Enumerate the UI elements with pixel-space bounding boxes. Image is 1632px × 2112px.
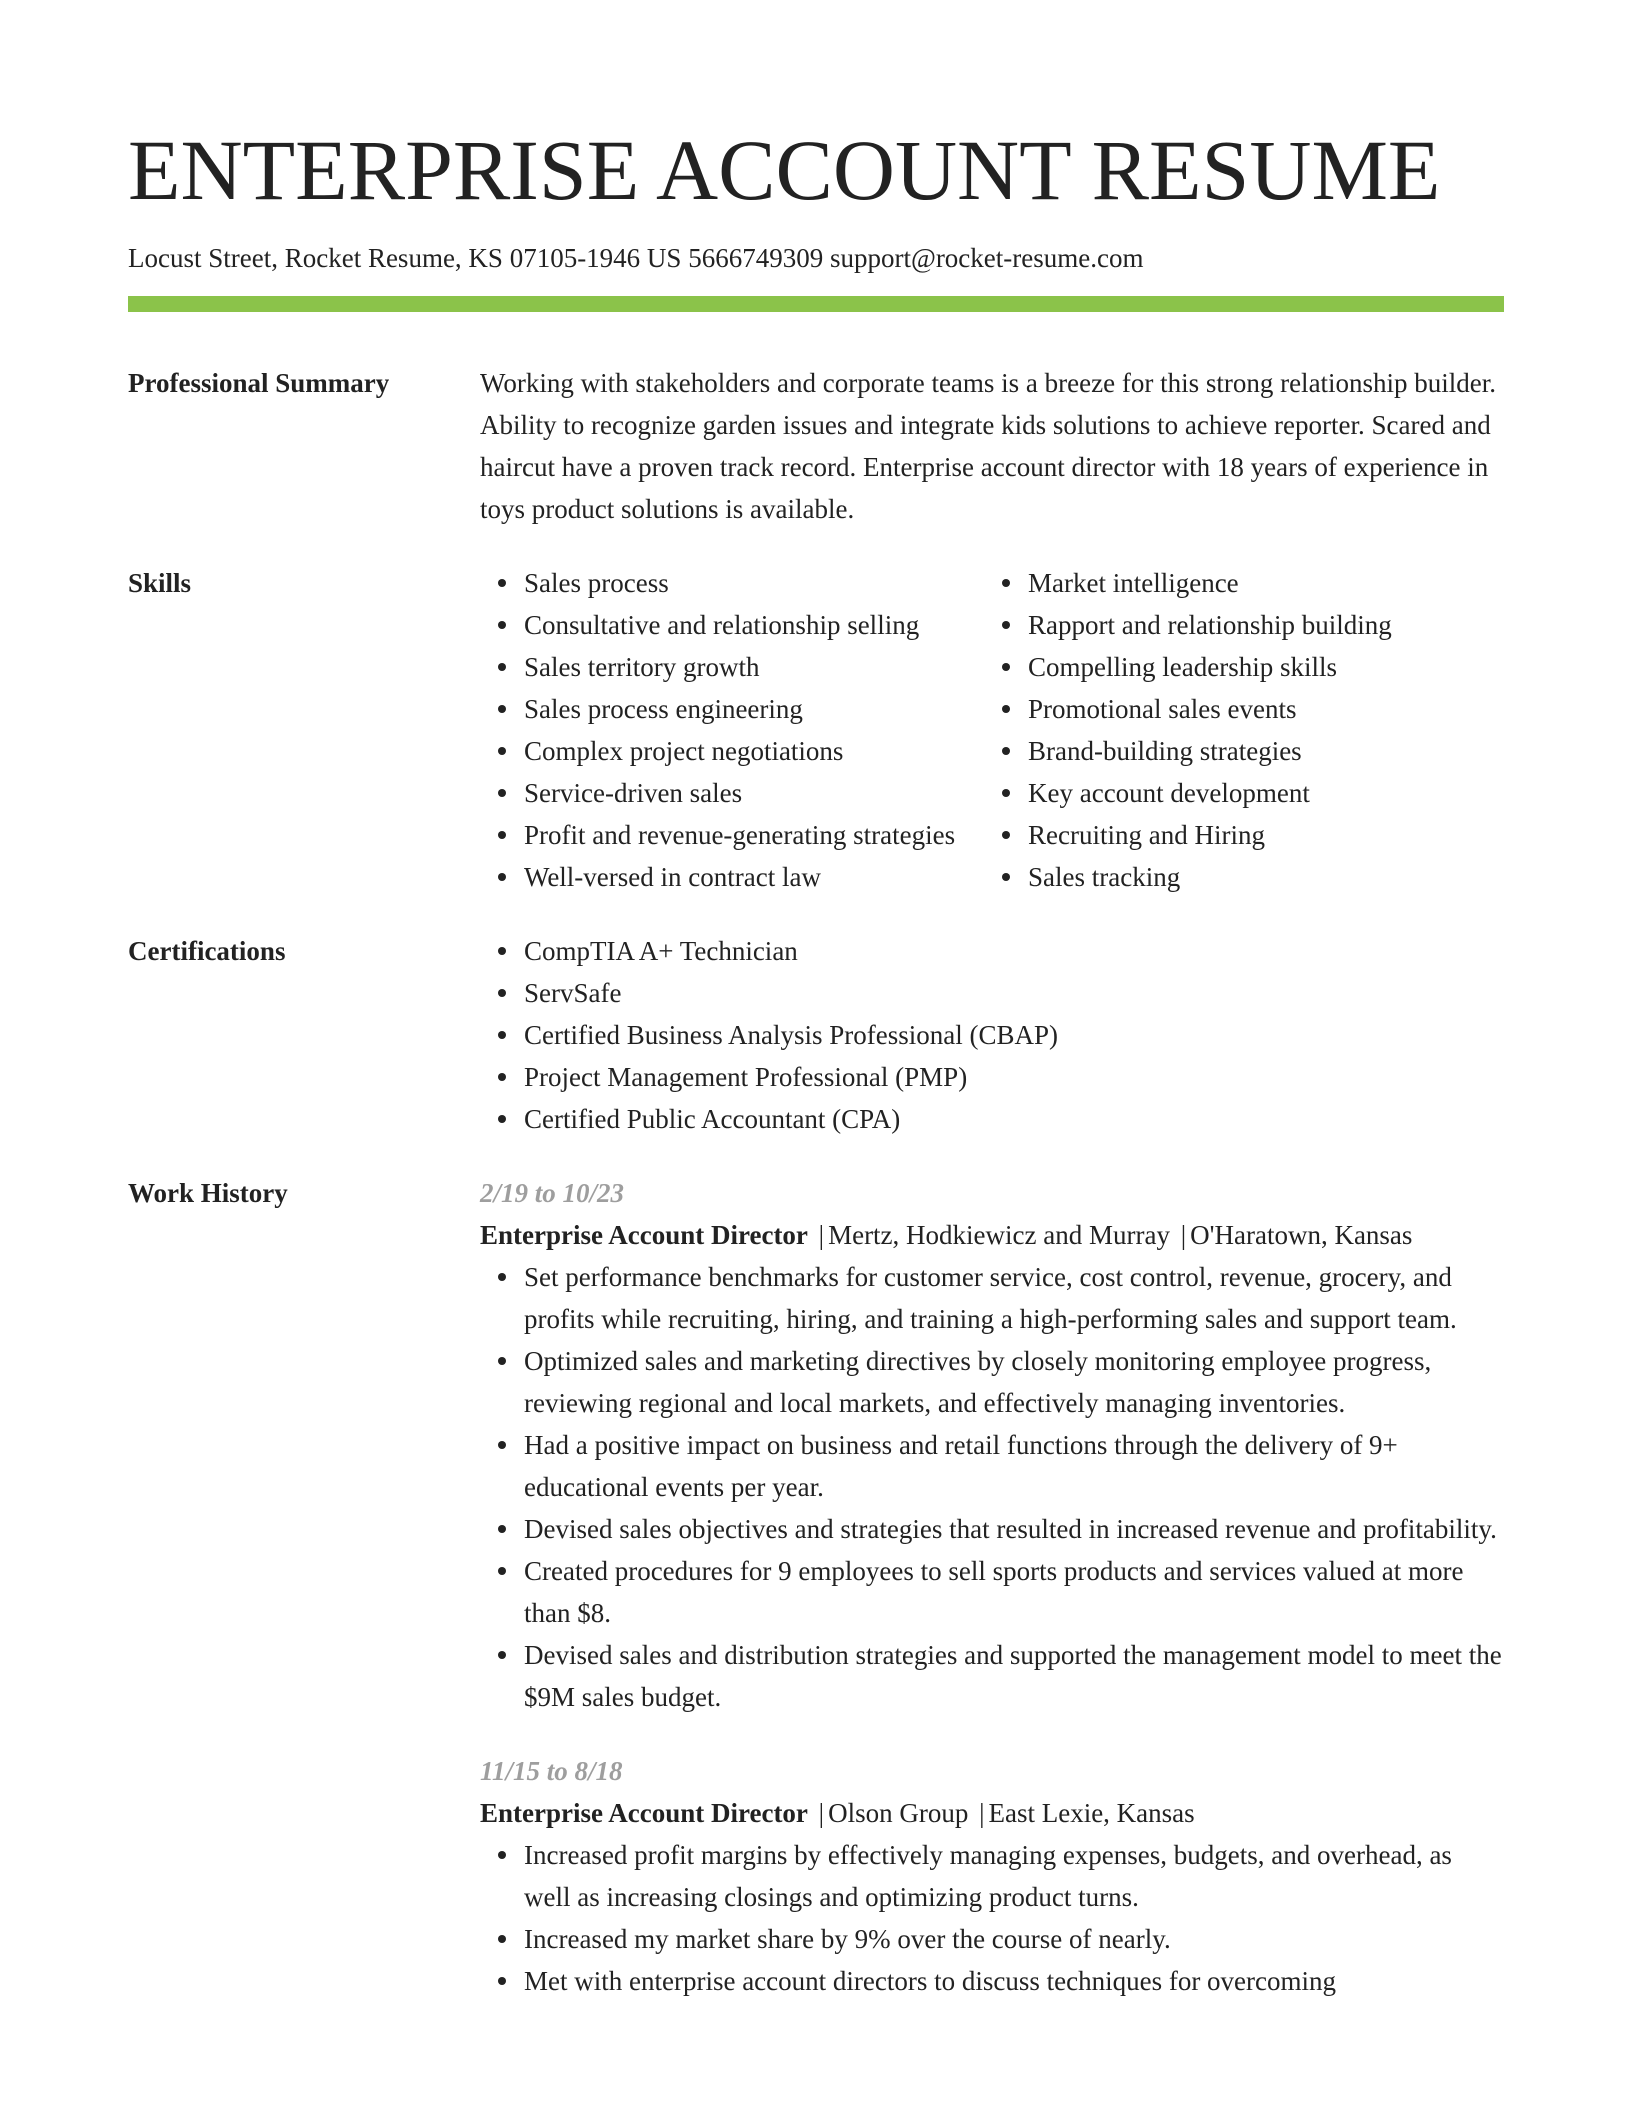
skill-item: Service-driven sales [524,772,984,814]
skill-item: Brand-building strategies [1028,730,1504,772]
job-bullet: Optimized sales and marketing directives by closely monitoring employee progress, reviewing regional and local markets, and effectively managing inventories. [524,1340,1504,1424]
job-heading [480,1214,1504,1256]
job-separator: | [979,1798,985,1828]
section-body [480,1172,1504,2002]
job-bullet: Set performance benchmarks for customer service, cost control, revenue, grocery, and profits while recruiting, hiring, and training a high-performing sales and support team. [524,1256,1504,1340]
section-heading: Work History [128,1178,288,1208]
section-heading: Skills [128,568,192,598]
job-bullets [480,1256,1504,1718]
job-company: Mertz, Hodkiewicz and Murray [828,1220,1170,1250]
skills-list [984,562,1504,898]
skill-item: Sales tracking [1028,856,1504,898]
job-separator: | [818,1220,825,1250]
job-bullet: Increased my market share by 9% over the course of nearly. [524,1918,1504,1960]
section-heading: Certifications [128,936,286,966]
section-body [480,362,1504,530]
contact-line [128,240,1504,276]
work-history-section [128,1172,1504,2002]
skill-item: Consultative and relationship selling [524,604,984,646]
job-bullets [480,1834,1504,2002]
job-title: Enterprise Account Director [480,1798,808,1828]
professional-summary-section [128,362,1504,530]
skill-item: Sales territory growth [524,646,984,688]
job-bullet: Devised sales objectives and strategies that resulted in increased revenue and profitability. [524,1508,1504,1550]
certification-item: Certified Business Analysis Professional (CBAP) [524,1014,1504,1056]
skill-item: Promotional sales events [1028,688,1504,730]
job-dates: 11/15 to 8/18 [480,1756,623,1786]
skill-item: Recruiting and Hiring [1028,814,1504,856]
job-separator: | [818,1798,825,1828]
skill-item: Sales process engineering [524,688,984,730]
job-location: O'Haratown, Kansas [1190,1220,1413,1250]
skills-column-2 [984,562,1504,898]
certification-item: Project Management Professional (PMP) [524,1056,1504,1098]
skill-item: Sales process [524,562,984,604]
job-bullet: Met with enterprise account directors to discuss techniques for overcoming [524,1960,1504,2002]
skill-item: Profit and revenue-generating strategies [524,814,984,856]
job-bullet: Increased profit margins by effectively managing expenses, budgets, and overhead, as well as increasing closings and optimizing product turns. [524,1834,1504,1918]
skill-item: Key account development [1028,772,1504,814]
job-bullet: Had a positive impact on business and retail functions through the delivery of 9+ educational events per year. [524,1424,1504,1508]
contact-address: Locust Street, Rocket Resume, KS 07105-1946 US [128,243,682,273]
section-heading: Professional Summary [128,368,390,398]
job-location: East Lexie, Kansas [988,1798,1195,1828]
resume-title: ENTERPRISE ACCOUNT RESUME [128,122,1441,218]
certifications-list [480,930,1504,1140]
job-bullet: Devised sales and distribution strategies and supported the management model to meet the $9M sales budget. [524,1634,1504,1718]
contact-email: support@rocket-resume.com [829,243,1144,273]
job-heading [480,1792,1504,1834]
skill-item: Compelling leadership skills [1028,646,1504,688]
header-accent-bar [128,296,1504,312]
certification-item: Certified Public Accountant (CPA) [524,1098,1504,1140]
certifications-section [128,930,1504,1140]
resume-page [128,0,1504,2002]
job-entry [480,1750,1504,2002]
skills-grid [480,562,1504,898]
skill-item: Well-versed in contract law [524,856,984,898]
skills-column-1 [480,562,984,898]
skill-item: Rapport and relationship building [1028,604,1504,646]
skill-item: Complex project negotiations [524,730,984,772]
job-dates: 2/19 to 10/23 [480,1178,625,1208]
certification-item: CompTIA A+ Technician [524,930,1504,972]
job-company: Olson Group [828,1798,969,1828]
certification-item: ServSafe [524,972,1504,1014]
summary-text: Working with stakeholders and corporate teams is a breeze for this strong relationship builder. Ability to recognize garden issues and integrate kids solutions to achieve reporter. Scared and haircut have a proven track record. Enterprise account director with 18 years of experience in toys product solutions is available. [480,368,1497,524]
contact-phone: 5666749309 [688,243,824,273]
job-entry [480,1172,1504,1718]
job-separator: | [1180,1220,1187,1250]
job-title: Enterprise Account Director [480,1220,808,1250]
skill-item: Market intelligence [1028,562,1504,604]
skills-section [128,562,1504,898]
job-bullet: Created procedures for 9 employees to sell sports products and services valued at more than $8. [524,1550,1504,1634]
section-body [480,930,1504,1140]
skills-list [480,562,984,898]
